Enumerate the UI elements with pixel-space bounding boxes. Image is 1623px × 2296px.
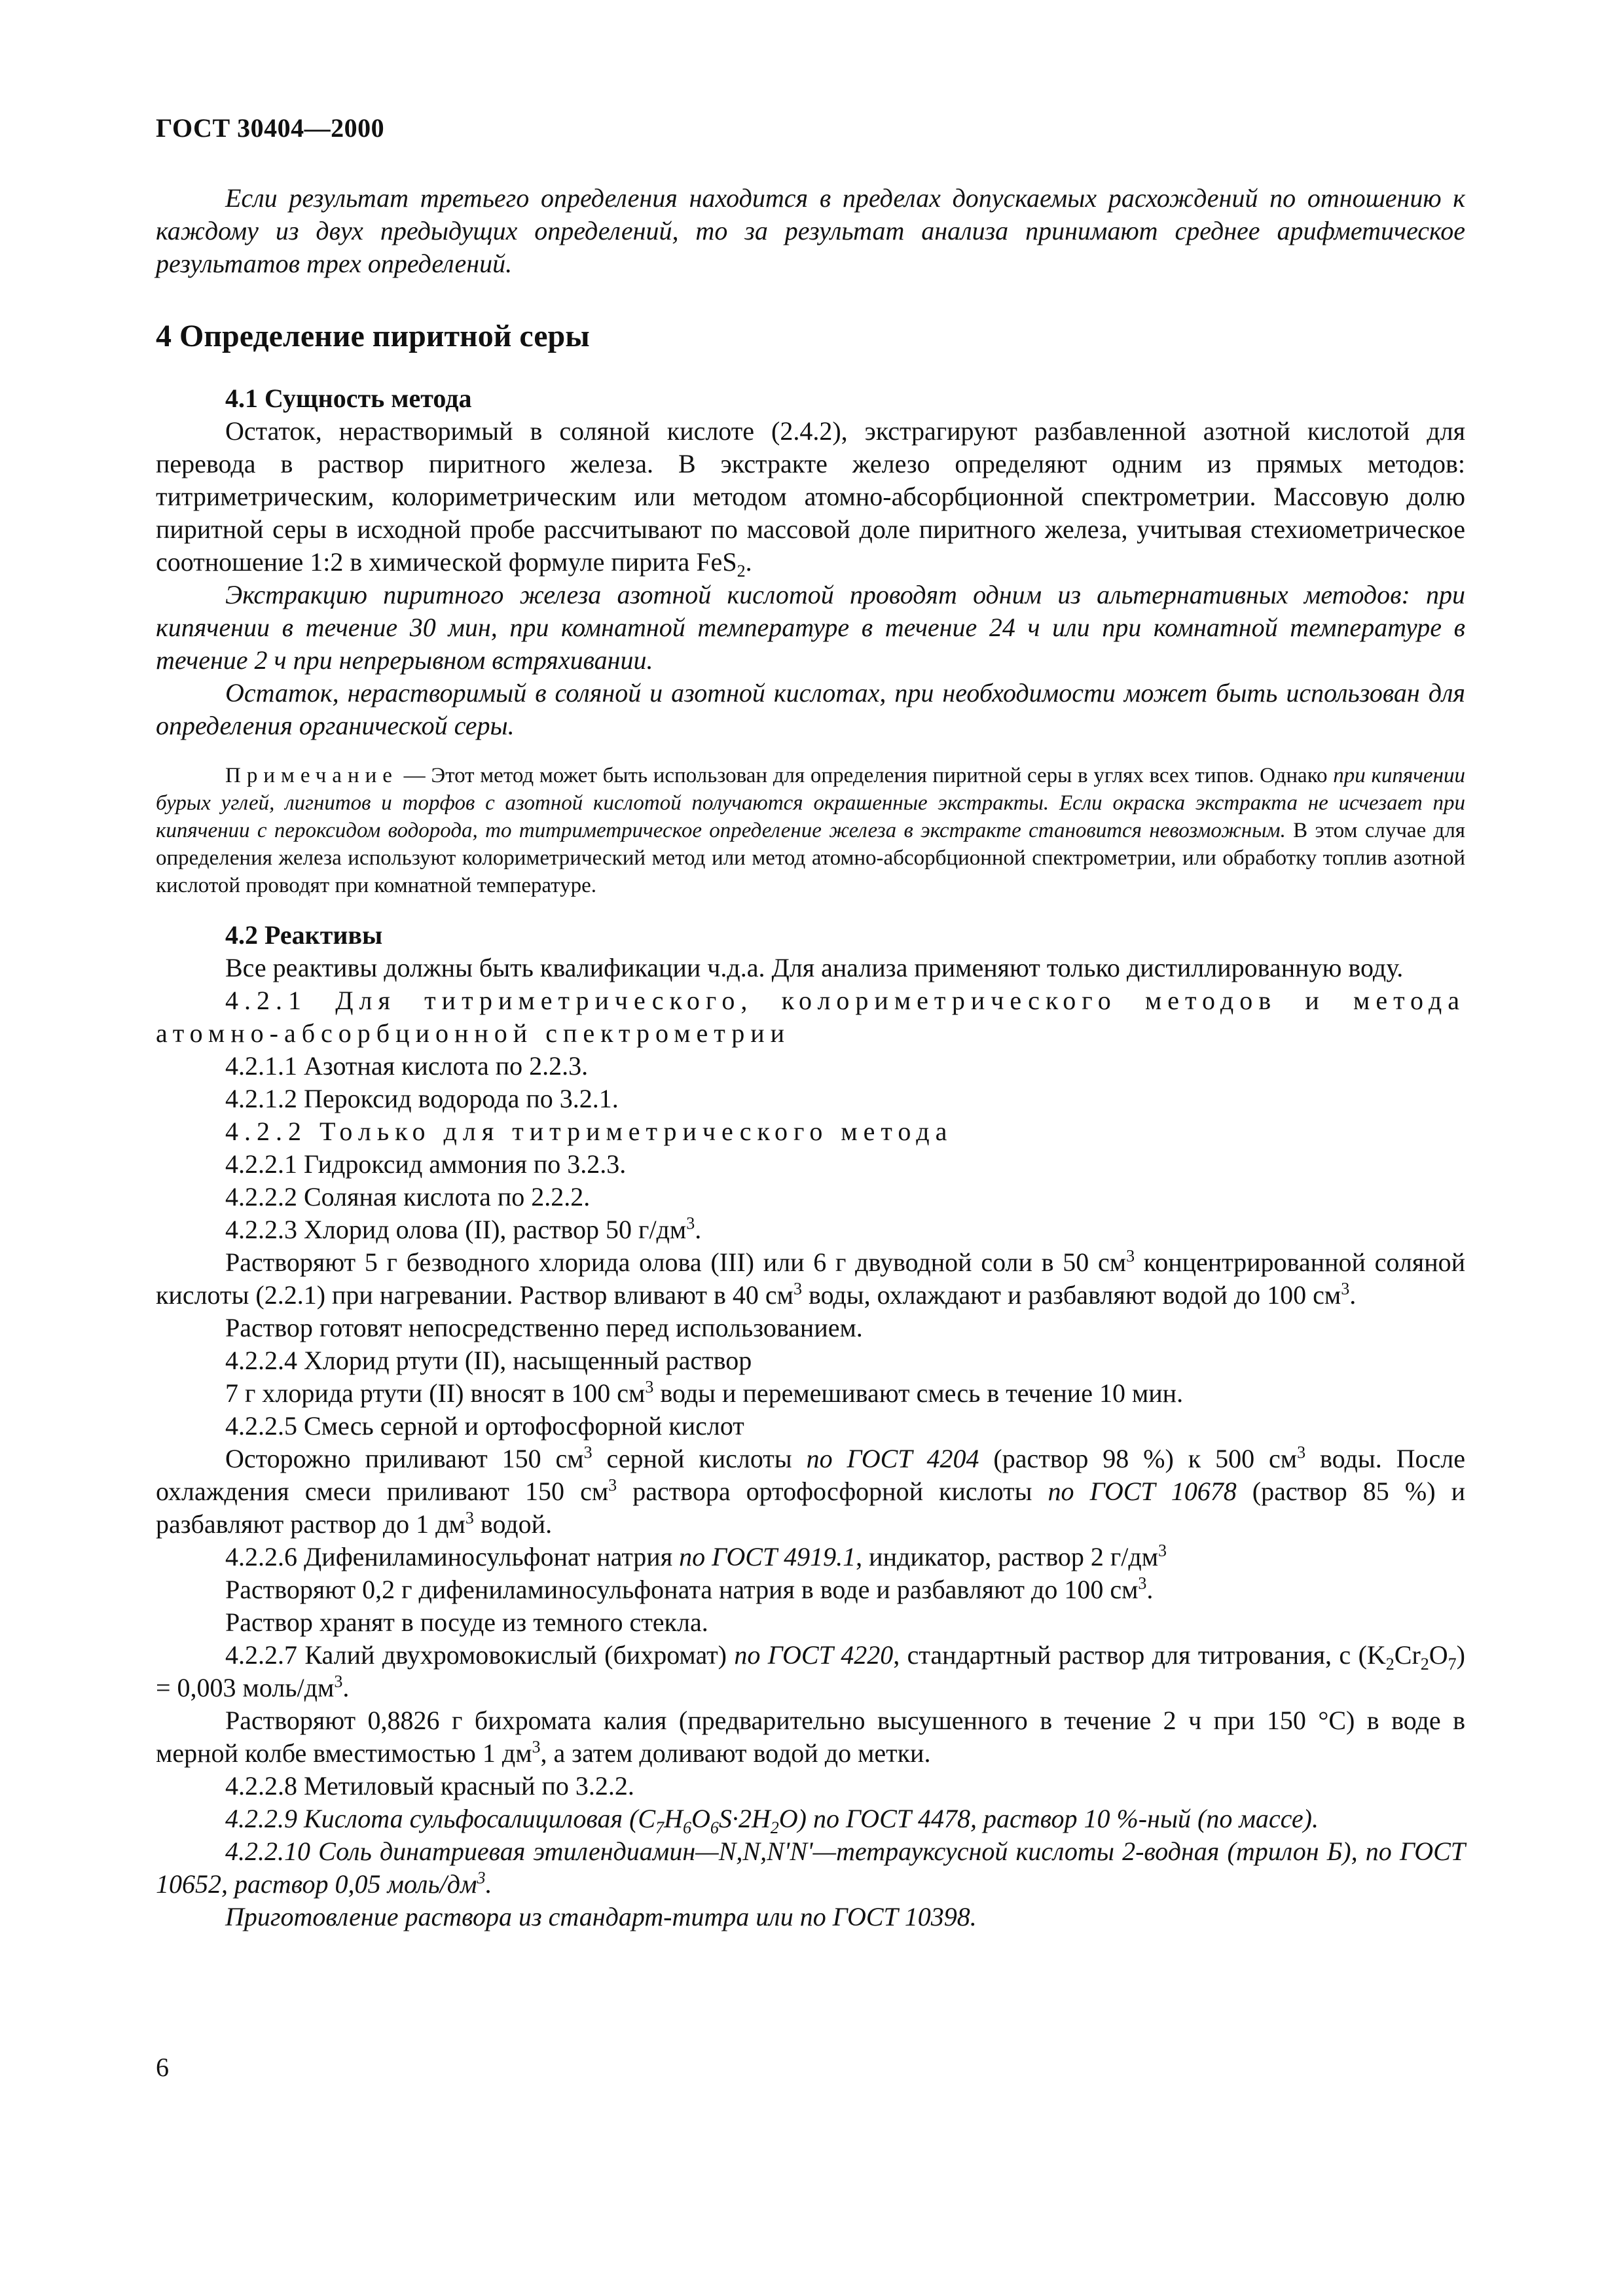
document-body — [156, 182, 1465, 1933]
paragraph-4-2-2-5: Осторожно приливают 150 $см^3$ серной кислоты по ГОСТ 4204 (раствор 98 %) к 500 $см^3$ воды. После охлаждения смеси приливают 150 $см^3$ раствора ортофосфорной кислоты по ГОСТ 10678 (раствор 85 %) и разбавляют раствор до 1 $дм^3$ водой. — [156, 1443, 1465, 1539]
document-header: ГОСТ 30404—2000 — [156, 113, 385, 143]
note: Примечание — Этот метод может быть использован для определения пиритной серы в углях всех типов. Однако при кипячении бурых углей, лигнитов и торфов с азотной кислотой получаются окрашенные экстракты. Если окраска экстракта не исчезает при кипячении с пероксидом водорода, то титриметрическое определение железа в экстракте становится невозможным. В этом случае для определения железа используют колориметрический метод или метод атомно-абсорбционной спектрометрии, или обработку топлив азотной кислотой проводят при комнатной температуре. — [156, 764, 1465, 897]
paragraph-4-2-2-7: Растворяют 0,8826 г бихромата калия (предварительно высушенного в течение 2 ч при 150 °С) в воде в мерной колбе вместимостью 1 $дм^3$, а затем доливают водой до метки. — [156, 1706, 1465, 1768]
item-4-2-2-9: 4.2.2.9 Кислота сульфосалициловая $(C_7H_6O_6S\cdot 2H_2O)$ по ГОСТ 4478, раствор 10 %-ный (по массе). — [225, 1804, 1319, 1837]
item-4-2-2-6: 4.2.2.6 Дифениламиносульфонат натрия по ГОСТ 4919.1, индикатор, раствор 2 $г/дм^3$ — [225, 1541, 1167, 1571]
item-4-2-2-4: 4.2.2.4 Хлорид ртути (II), насыщенный раствор — [225, 1346, 752, 1375]
item-4-2-2-2: 4.2.2.2 Соляная кислота по 2.2.2. — [225, 1182, 591, 1211]
item-4-2-2-8: 4.2.2.8 Метиловый красный по 3.2.2. — [225, 1771, 634, 1801]
item-4-2-2-1: 4.2.2.1 Гидроксид аммония по 3.2.3. — [225, 1149, 627, 1179]
item-4-2-1: 4.2.1 Для титриметрического, колориметрического методов и метода атомно-абсорбционной спектрометрии — [156, 986, 1465, 1048]
subsection-title-4-1: 4.1 Сущность метода — [225, 384, 472, 413]
page-number: 6 — [156, 2053, 169, 2082]
paragraph-4-2-2-3-b: Раствор готовят непосредственно перед использованием. — [225, 1313, 863, 1342]
paragraph-4-2-2-10: Приготовление раствора из стандарт-титра или по ГОСТ 10398. — [225, 1902, 977, 1931]
item-4-2-1-1: 4.2.1.1 Азотная кислота по 2.2.3. — [225, 1051, 589, 1081]
item-4-2-1-2: 4.2.1.2 Пероксид водорода по 3.2.1. — [225, 1084, 619, 1113]
section-title: 4 Определение пиритной серы — [156, 319, 590, 353]
item-4-2-2-5: 4.2.2.5 Смесь серной и ортофосфорной кислот — [225, 1411, 744, 1441]
paragraph-4-2-2-4: 7 г хлорида ртути (II) вносят в 100 $см^3$ воды и перемешивают смесь в течение 10 мин. — [225, 1377, 1184, 1408]
paragraph-4-2-2-3: Растворяют 5 г безводного хлорида олова (III) или 6 г двуводной соли в 50 $см^3$ концентрированной соляной кислоты (2.2.1) при нагревании. Раствор вливают в 40 $см^3$ воды, охлаждают и разбавляют водой до 100 $см^3$. — [156, 1246, 1466, 1310]
paragraph-4-2-2-6: Растворяют 0,2 г дифениламиносульфоната натрия в воде и разбавляют до 100 $см^3$. — [225, 1573, 1154, 1604]
paragraph-4-1-3: Остаток, нерастворимый в соляной и азотной кислотах, при необходимости может быть использован для определения органической серы. — [156, 678, 1465, 740]
item-4-2-2-10: 4.2.2.10 Соль динатриевая этилендиамин—N,N,N'N'—тетрауксусной кислоты 2-водная (трилон Б), по ГОСТ 10652, раствор 0,05 моль/$дм^3$. — [156, 1837, 1465, 1899]
paragraph-4-2-2-6-b: Раствор хранят в посуде из темного стекла. — [225, 1607, 708, 1637]
subsection-title-4-2: 4.2 Реактивы — [225, 920, 383, 950]
paragraph-4-1-1: Остаток, нерастворимый в соляной кислоте (2.4.2), экстрагируют разбавленной азотной кислотой для перевода в раствор пиритного железа. В экстракте железо определяют одним из прямых методов: титриметрическим, колориметрическим или методом атомно-абсорбционной спектрометрии. Массовую долю пиритной серы в исходной пробе рассчитывают по массовой доле пиритного железа, учитывая стехиометрическое соотношение 1:2 в химической формуле пирита FeS$_2$. — [156, 416, 1465, 581]
item-4-2-2: 4.2.2 Только для титриметрического метода — [225, 1117, 953, 1146]
intro-paragraph: Если результат третьего определения находится в пределах допускаемых расхождений по отношению к каждому из двух предыдущих определений, то за результат анализа принимают среднее арифметическое результатов трех определений. — [156, 183, 1465, 278]
item-4-2-2-3: 4.2.2.3 Хлорид олова (II), раствор 50 $г/дм^3$. — [225, 1213, 702, 1244]
paragraph-4-1-2: Экстракцию пиритного железа азотной кислотой проводят одним из альтернативных методов: при кипячении в течение 30 мин, при комнатной температуре в течение 24 ч или при комнатной температуре в течение 2 ч при непрерывном встряхивании. — [156, 580, 1465, 675]
note-label: Примечание — [225, 764, 398, 787]
paragraph-4-2: Все реактивы должны быть квалификации ч.д.а. Для анализа применяют только дистиллированную воду. — [225, 953, 1404, 982]
item-4-2-2-7: 4.2.2.7 Калий двухромовокислый (бихромат) по ГОСТ 4220, стандартный раствор для титрования, с $(K_2Cr_2O_7) = 0,003$ моль/$дм^3$. — [156, 1640, 1465, 1702]
